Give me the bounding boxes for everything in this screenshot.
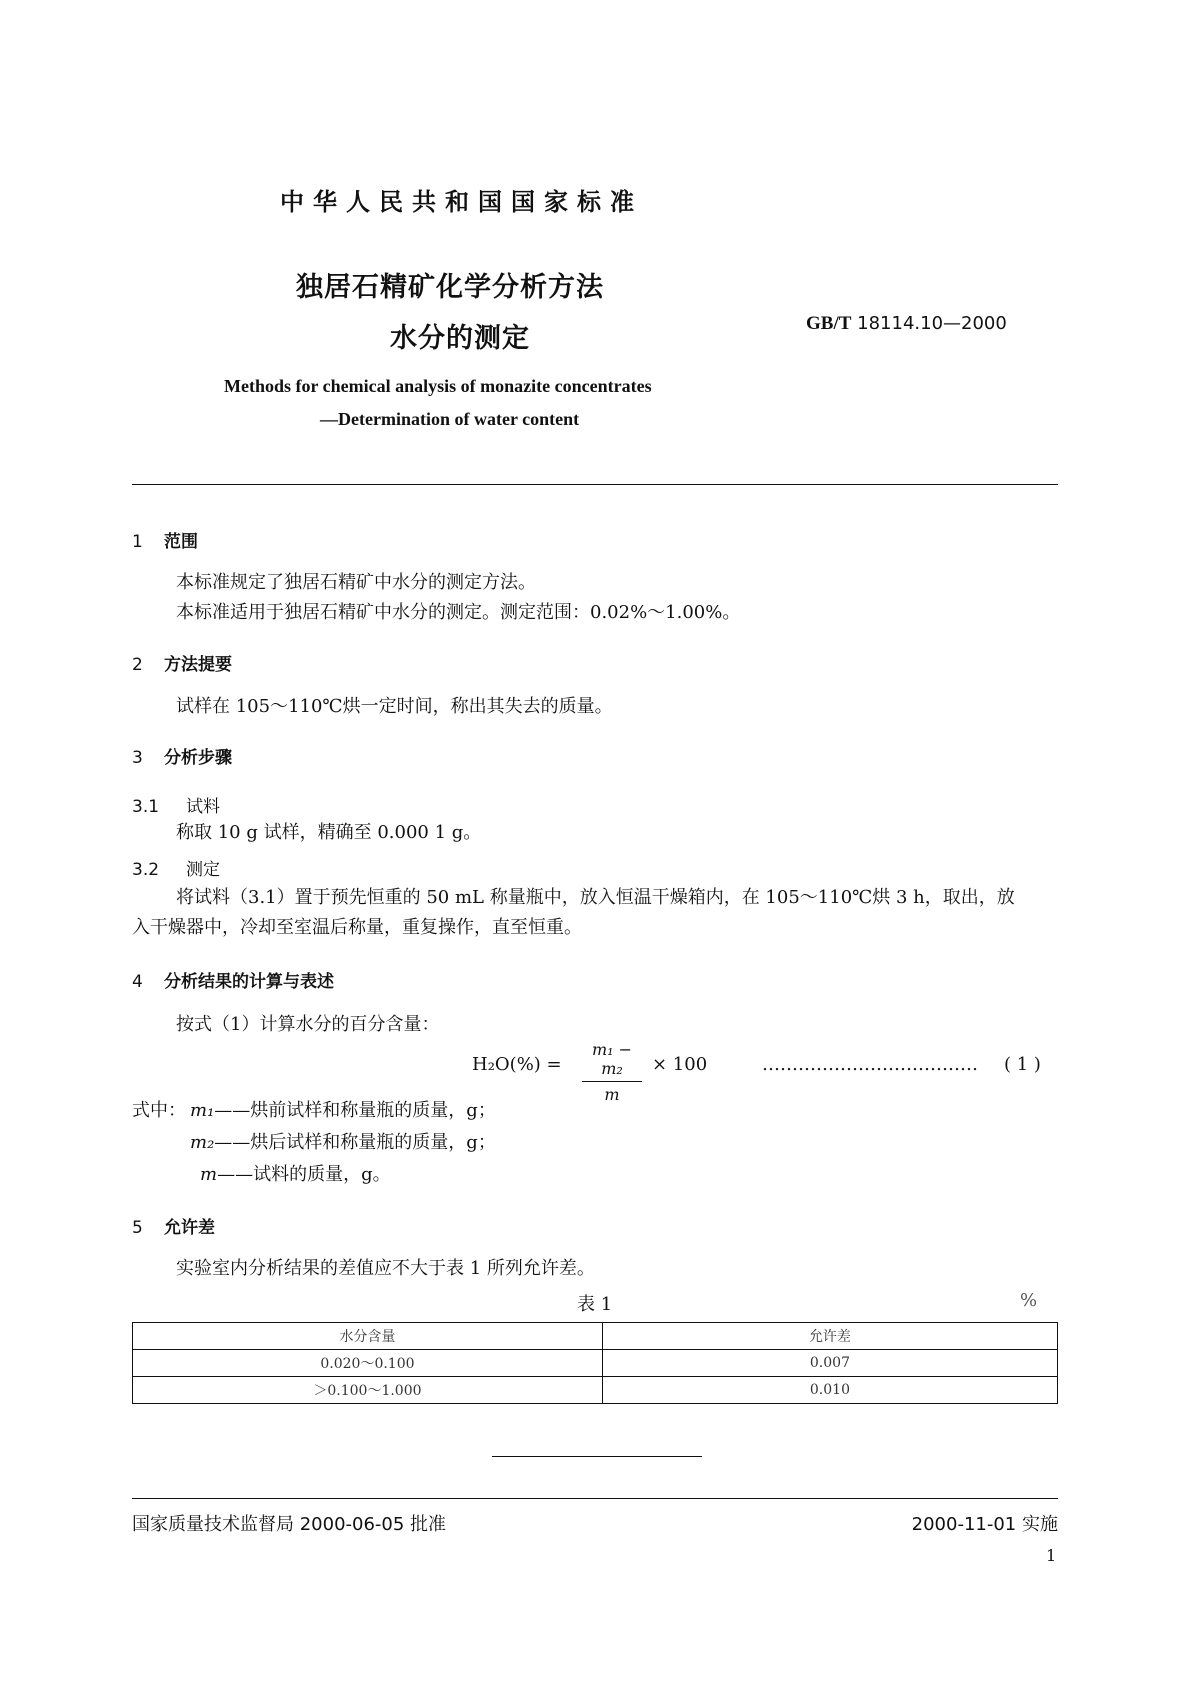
formula-lhs: H₂O(%) = (472, 1054, 562, 1075)
subsection-3-2-paragraph-line1: 将试料（3.1）置于预先恒重的 50 mL 称量瓶中，放入恒温干燥箱内，在 105～110℃烘 3 h，取出，放 (176, 887, 1015, 908)
section-1-heading (132, 527, 198, 552)
definition-m1 (190, 1096, 496, 1126)
formula-where-label: 式中： (132, 1100, 186, 1121)
table-header-cell: 水分含量 (133, 1323, 603, 1350)
section-number: 1 (132, 532, 143, 552)
standard-number (806, 313, 1007, 335)
formula-rhs: × 100 (652, 1054, 708, 1075)
definition-text: ——烘前试样和称量瓶的质量，g； (214, 1100, 496, 1121)
table-cell: 0.007 (602, 1350, 1057, 1377)
section-2-paragraph-1: 试样在 105～110℃烘一定时间，称出其失去的质量。 (176, 696, 613, 717)
document-title-line2: 水分的测定 (390, 323, 530, 354)
formula-denominator: m (604, 1085, 620, 1104)
subsection-3-2-heading (132, 855, 220, 880)
formula-number: ( 1 ) (1004, 1054, 1041, 1075)
section-5-paragraph-1: 实验室内分析结果的差值应不大于表 1 所列允许差。 (176, 1258, 595, 1279)
section-title: 方法提要 (164, 655, 232, 675)
formula-numerator: m₁ − m₂ (591, 1040, 633, 1078)
section-3-heading (132, 743, 232, 768)
national-standard-heading: 中华人民共和国国家标准 (280, 188, 643, 216)
subsection-title: 试料 (186, 797, 220, 817)
table-header-cell: 允许差 (602, 1323, 1057, 1350)
standard-number-value: 18114.10—2000 (857, 313, 1007, 334)
page-number: 1 (1046, 1546, 1057, 1565)
fraction-bar (582, 1081, 642, 1082)
header-divider (132, 484, 1058, 485)
definition-m (200, 1160, 391, 1190)
section-2-heading (132, 650, 232, 675)
section-number: 4 (132, 972, 143, 992)
table-cell: 0.020～0.100 (133, 1350, 603, 1377)
section-number: 5 (132, 1218, 143, 1238)
definition-text: ——烘后试样和称量瓶的质量，g； (214, 1132, 496, 1153)
table-row (133, 1377, 1058, 1404)
section-title: 范围 (164, 532, 198, 552)
section-4-paragraph-1: 按式（1）计算水分的百分含量： (176, 1014, 440, 1035)
definition-symbol: m₁ (190, 1100, 215, 1121)
definition-text: ——试料的质量，g。 (217, 1164, 391, 1185)
section-title: 分析步骤 (164, 748, 232, 768)
formula-leader-dots: ……………………………… (762, 1054, 978, 1075)
water-content-formula (472, 1040, 1062, 1104)
section-4-heading (132, 967, 334, 992)
definition-m2 (190, 1128, 496, 1158)
footer-divider (132, 1498, 1058, 1499)
table-unit: % (1020, 1290, 1038, 1311)
section-title: 允许差 (164, 1218, 215, 1238)
subsection-3-1-heading (132, 792, 220, 817)
implementation-date: 2000-11-01 实施 (911, 1514, 1058, 1535)
table-caption: 表 1 (577, 1294, 613, 1315)
section-1-paragraph-1: 本标准规定了独居石精矿中水分的测定方法。 (176, 572, 536, 593)
standard-prefix: GB/T (806, 313, 852, 334)
section-number: 3 (132, 748, 143, 768)
section-1-paragraph-2: 本标准适用于独居石精矿中水分的测定。测定范围：0.02%～1.00%。 (176, 602, 741, 623)
table-cell: ＞0.100～1.000 (133, 1377, 603, 1404)
english-title-line2: —Determination of water content (320, 409, 580, 429)
section-title: 分析结果的计算与表述 (164, 972, 334, 992)
subsection-3-1-paragraph: 称取 10 g 试样，精确至 0.000 1 g。 (176, 822, 482, 843)
subsection-title: 测定 (186, 860, 220, 880)
formula-fraction (582, 1040, 642, 1104)
approval-statement: 国家质量技术监督局 2000-06-05 批准 (132, 1514, 447, 1535)
section-number: 2 (132, 655, 143, 675)
definition-symbol: m (200, 1164, 218, 1185)
subsection-number: 3.2 (132, 860, 160, 880)
table-header-row (133, 1323, 1058, 1350)
definition-symbol: m₂ (190, 1132, 215, 1153)
tolerance-table (132, 1322, 1058, 1404)
document-title-line1: 独居石精矿化学分析方法 (296, 272, 604, 303)
table-row (133, 1350, 1058, 1377)
table-cell: 0.010 (602, 1377, 1057, 1404)
subsection-3-2-paragraph-line2: 入干燥器中，冷却至室温后称量，重复操作，直至恒重。 (132, 917, 582, 938)
english-title-line1: Methods for chemical analysis of monazite concentrates (224, 376, 652, 396)
subsection-number: 3.1 (132, 797, 160, 817)
end-of-text-rule (492, 1456, 702, 1457)
section-5-heading (132, 1213, 215, 1238)
